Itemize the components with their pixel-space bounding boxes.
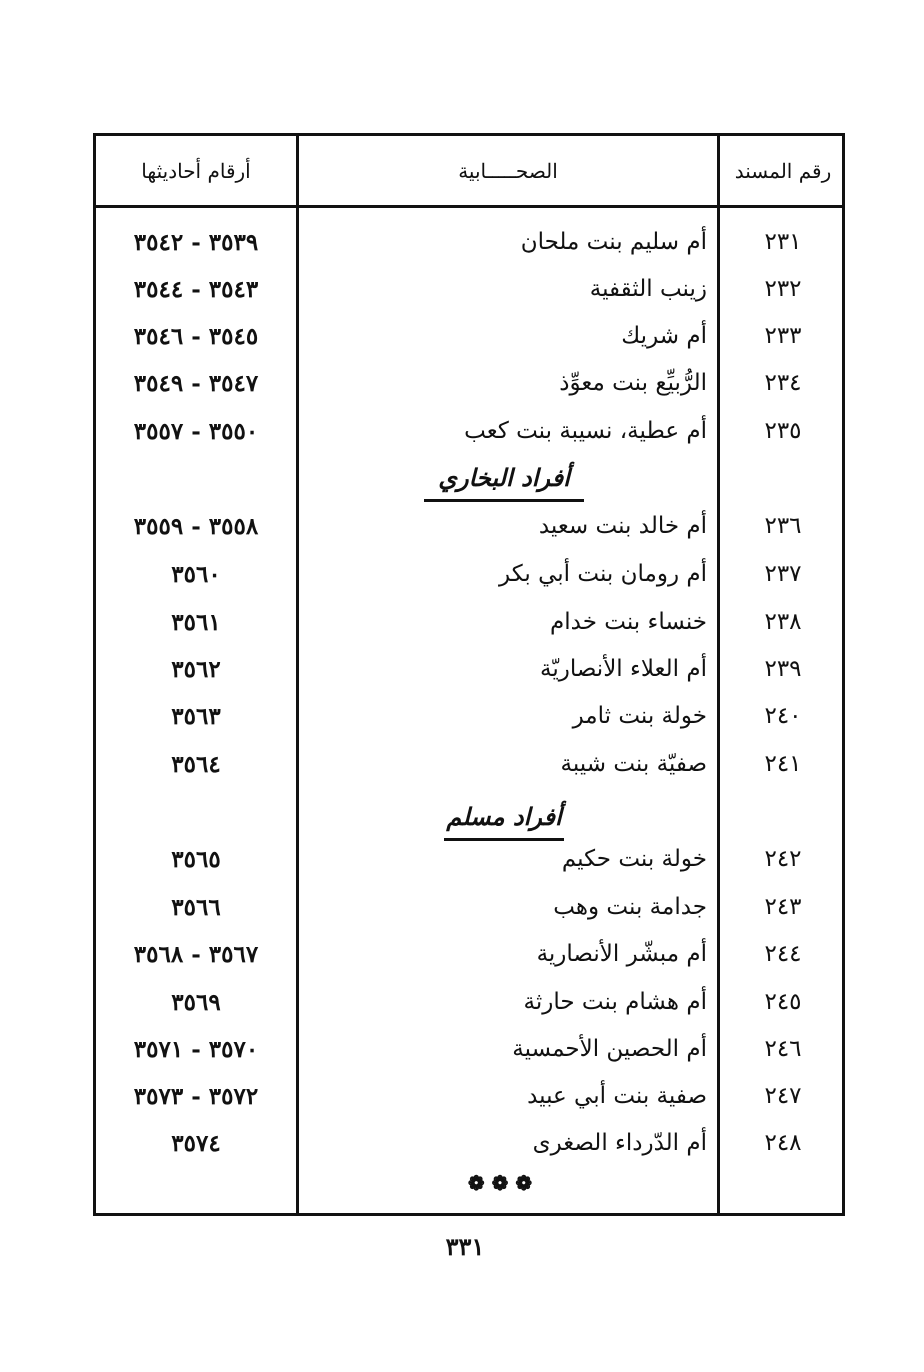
musnad-number: ٢٣١ — [764, 229, 802, 255]
table-row — [0, 741, 924, 787]
companion-name: صفيّة بنت شيبة — [560, 751, 707, 777]
companion-name: الرُّبيِّع بنت معوِّذ — [559, 370, 707, 396]
hadith-range: ٣٥٥٨ - ٣٥٥٩ — [133, 512, 259, 540]
table-row — [0, 219, 924, 265]
musnad-number: ٢٣٤ — [764, 370, 802, 396]
table-row — [0, 360, 924, 406]
hadith-range: ٣٥٦٦ — [171, 893, 221, 921]
hadith-range: ٣٥٦٠ — [171, 560, 221, 588]
page-number: ٣٣١ — [445, 1231, 485, 1261]
table-row — [0, 503, 924, 549]
companion-name: أم رومان بنت أبي بكر — [499, 561, 707, 587]
hadith-range: ٣٥٦٤ — [171, 750, 221, 778]
companion-name: أم مبشّر الأنصارية — [536, 941, 707, 967]
musnad-number: ٢٤٣ — [764, 894, 802, 920]
musnad-number: ٢٣٢ — [764, 276, 802, 302]
musnad-number: ٢٤٧ — [764, 1083, 802, 1109]
companion-name: أم العلاء الأنصاريّة — [540, 656, 707, 682]
hadith-range: ٣٥٤٣ - ٣٥٤٤ — [133, 275, 259, 303]
hadith-range: ٣٥٧٢ - ٣٥٧٣ — [133, 1082, 259, 1110]
hadith-range: ٣٥٦٩ — [171, 988, 221, 1016]
hadith-range: ٣٥٣٩ - ٣٥٤٢ — [133, 228, 259, 256]
table-row — [0, 551, 924, 597]
table-row — [0, 836, 924, 882]
musnad-number: ٢٤٢ — [764, 846, 802, 872]
hadith-range: ٣٥٥٠ - ٣٥٥٧ — [133, 417, 259, 445]
ornament-separator: ❁ ❁ ❁ — [467, 1171, 533, 1195]
companion-name: أم الحصين الأحمسية — [512, 1036, 707, 1062]
hadith-range: ٣٥٦٥ — [171, 845, 221, 873]
companion-name: أم عطية، نسيبة بنت كعب — [464, 418, 707, 444]
hadith-range: ٣٥٤٧ - ٣٥٤٩ — [133, 369, 259, 397]
header-musnad-number: رقم المسند — [734, 159, 832, 183]
hadith-range: ٣٥٦٧ - ٣٥٦٨ — [133, 940, 259, 968]
table-row — [0, 979, 924, 1025]
table-row — [0, 1073, 924, 1119]
musnad-number: ٢٣٨ — [764, 609, 802, 635]
companion-name: أم سليم بنت ملحان — [520, 229, 707, 255]
companion-name: خولة بنت حكيم — [561, 846, 707, 872]
table-row — [0, 313, 924, 359]
section-heading-bukhari: أفراد البخاري — [424, 456, 584, 502]
hadith-range: ٣٥٦٢ — [171, 655, 221, 683]
musnad-number: ٢٣٥ — [764, 418, 802, 444]
hadith-range: ٣٥٦٣ — [171, 702, 221, 730]
companion-name: جدامة بنت وهب — [553, 894, 707, 920]
musnad-number: ٢٣٣ — [764, 323, 802, 349]
table-row — [0, 1120, 924, 1166]
companion-name: خنساء بنت خدام — [550, 609, 707, 635]
companion-name: أم شريك — [621, 323, 707, 349]
companion-name: صفية بنت أبي عبيد — [527, 1083, 707, 1109]
table-row — [0, 884, 924, 930]
musnad-number: ٢٤١ — [764, 751, 802, 777]
section-heading-muslim: أفراد مسلم — [444, 795, 564, 841]
table-row — [0, 408, 924, 454]
table-row — [0, 693, 924, 739]
hadith-range: ٣٥٤٥ - ٣٥٤٦ — [133, 322, 259, 350]
hadith-range: ٣٥٦١ — [171, 608, 221, 636]
table-row — [0, 646, 924, 692]
companion-name: أم خالد بنت سعيد — [538, 513, 707, 539]
table-row — [0, 931, 924, 977]
table-row — [0, 599, 924, 645]
musnad-number: ٢٤٠ — [764, 703, 802, 729]
companion-name: زينب الثقفية — [589, 276, 707, 302]
table-row — [0, 266, 924, 312]
musnad-number: ٢٣٩ — [764, 656, 802, 682]
musnad-number: ٢٤٨ — [764, 1130, 802, 1156]
companion-name: أم هشام بنت حارثة — [523, 989, 707, 1015]
table-row — [0, 1026, 924, 1072]
header-companion: الصحـــــابية — [458, 159, 558, 183]
companion-name: أم الدّرداء الصغرى — [532, 1130, 707, 1156]
hadith-range: ٣٥٧٤ — [171, 1129, 221, 1157]
header-hadith-numbers: أرقام أحاديثها — [141, 159, 251, 183]
companion-name: خولة بنت ثامر — [572, 703, 707, 729]
hadith-range: ٣٥٧٠ - ٣٥٧١ — [133, 1035, 259, 1063]
musnad-number: ٢٣٦ — [764, 513, 802, 539]
musnad-number: ٢٣٧ — [764, 561, 802, 587]
musnad-number: ٢٤٥ — [764, 989, 802, 1015]
musnad-number: ٢٤٤ — [764, 941, 802, 967]
musnad-number: ٢٤٦ — [764, 1036, 802, 1062]
